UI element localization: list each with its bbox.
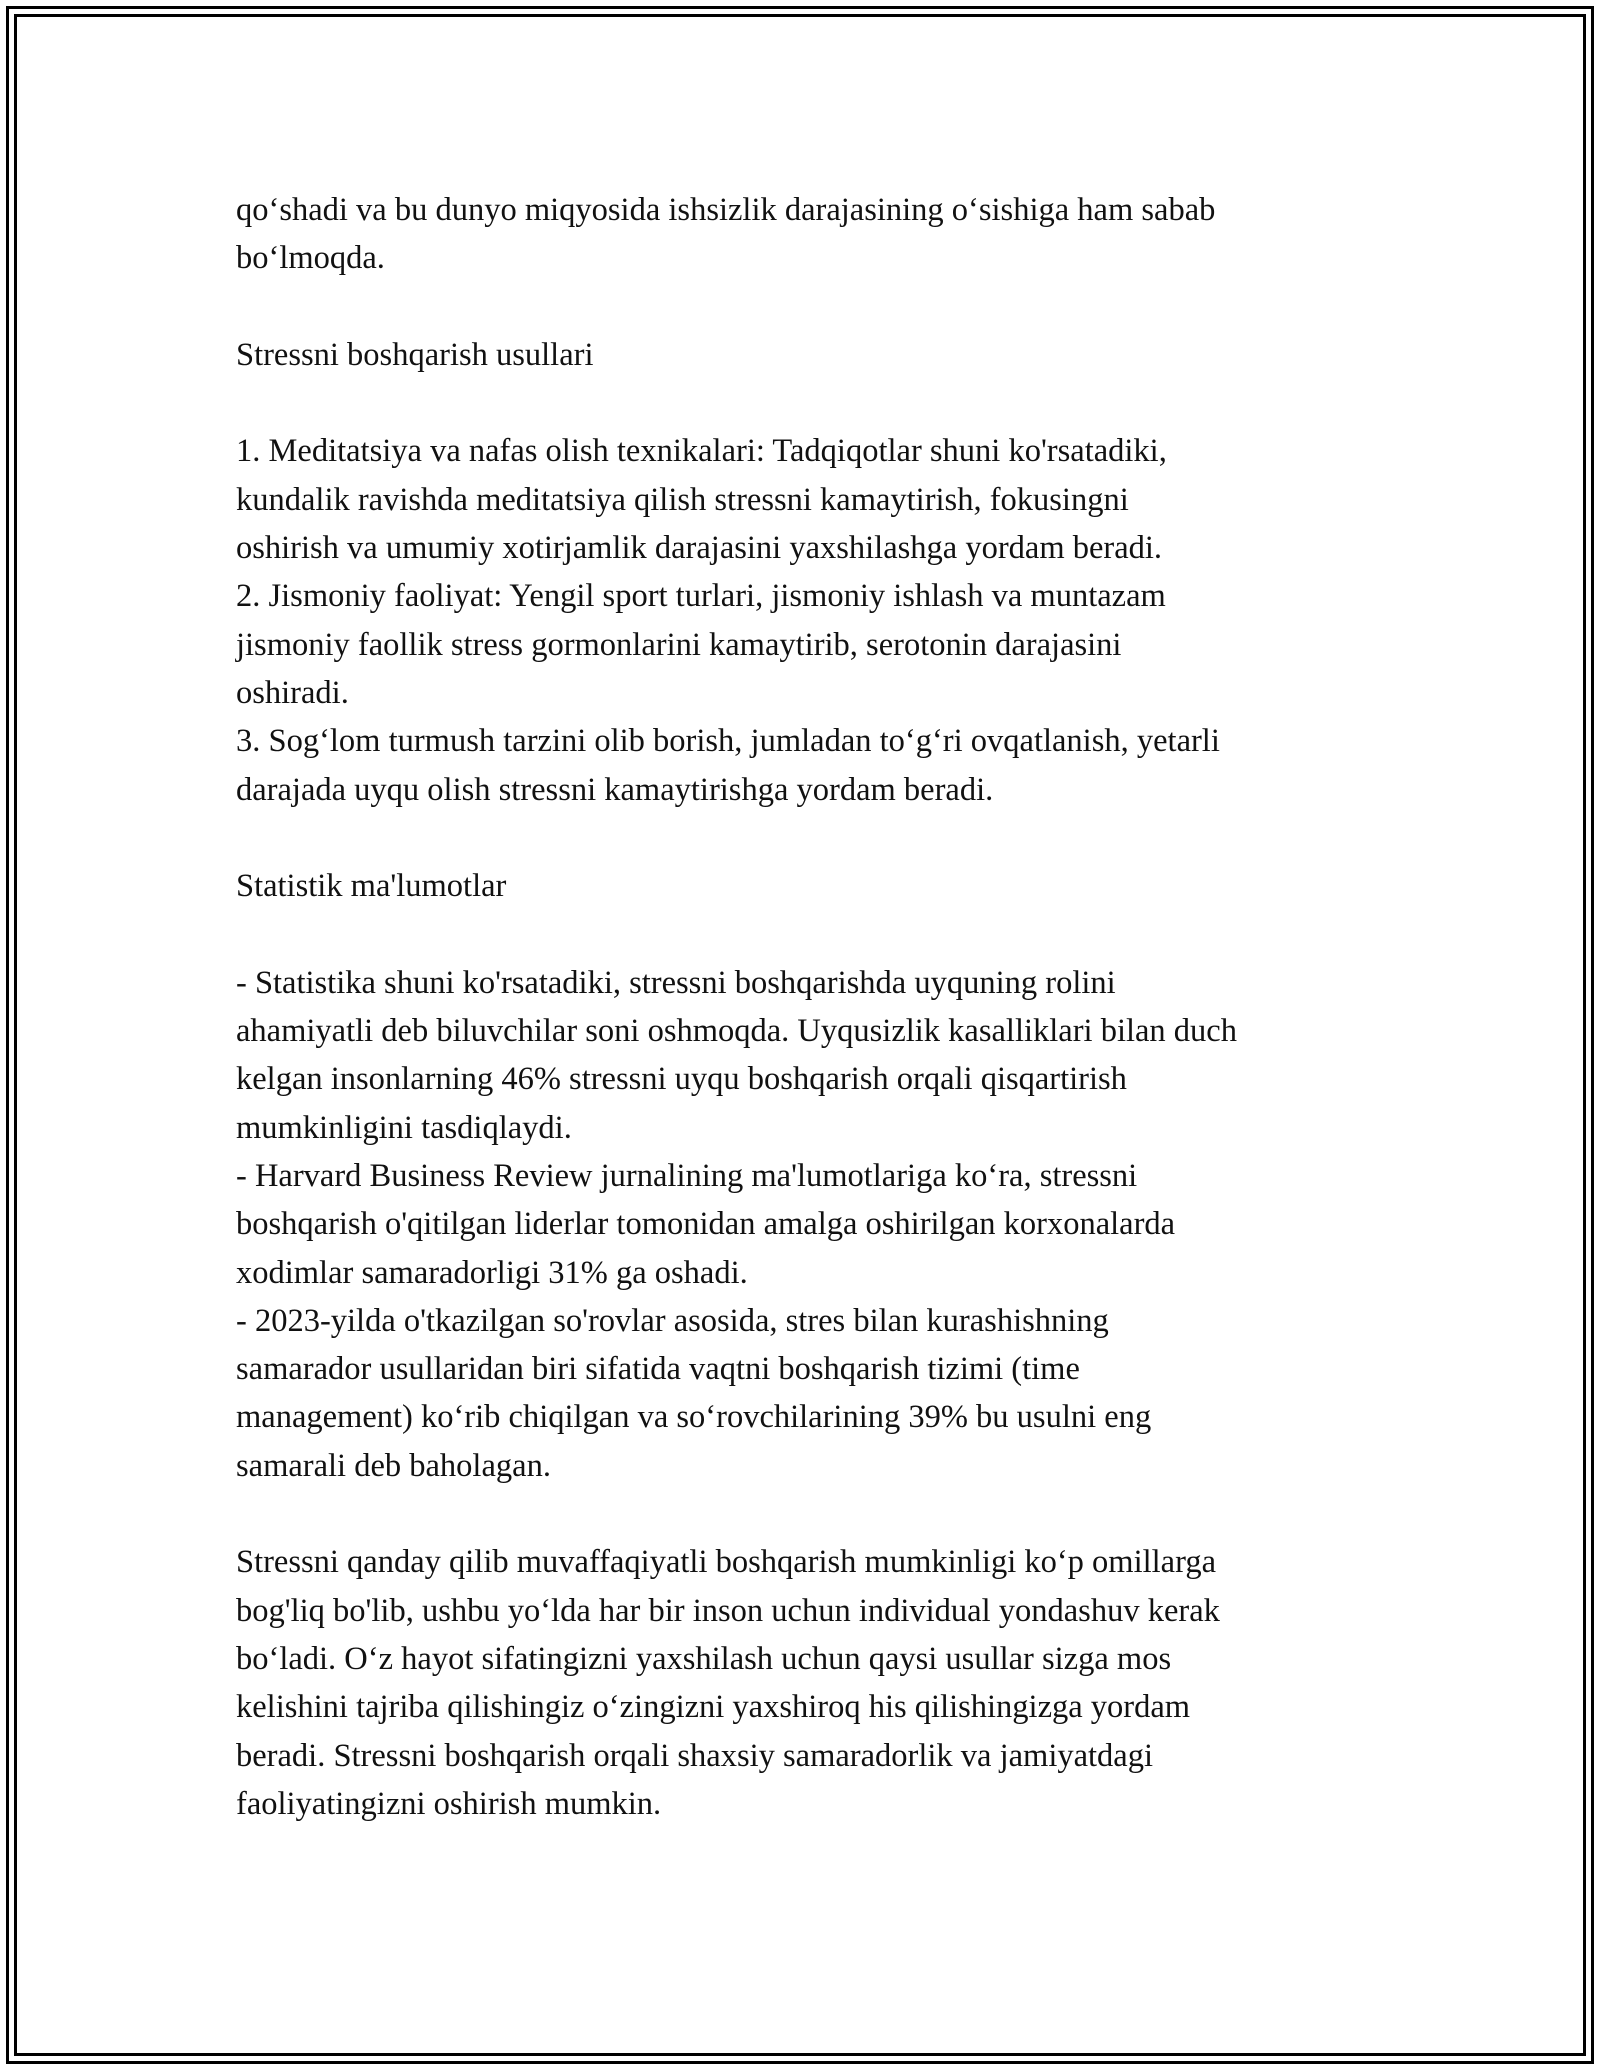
document-body (236, 186, 1386, 1828)
spacer (236, 1490, 1386, 1538)
stats-item-1: - Statistika shuni ko'rsatadiki, stressni boshqarishda uyquning rolini ahamiyatli deb biluvchilar soni oshmoqda. Uyqusizlik kasalliklari bilan duch kelgan insonlarning 46% stressni uyqu boshqarish orqali qisqartirish mumkinligini tasdiqlaydi. (236, 964, 1237, 1146)
spacer (236, 814, 1386, 862)
methods-item-2: 2. Jismoniy faoliyat: Yengil sport turlari, jismoniy ishlash va muntazam jismoniy faollik stress gormonlarini kamaytirib, serotonin darajasini oshiradi. (236, 578, 1166, 711)
section-heading-methods: Stressni boshqarish usullari (236, 336, 594, 373)
conclusion-paragraph: Stressni qanday qilib muvaffaqiyatli boshqarish mumkinligi ko‘p omillarga bog'liq bo'lib, ushbu yo‘lda har bir inson uchun individual yondashuv kerak bo‘ladi. O‘z hayot sifatingizni yaxshilash uchun qaysi usullar sizga mos kelishini tajriba qilishingiz o‘zingizni yaxshiroq his qilishingizga yordam beradi. Stressni boshqarish orqali shaxsiy samaradorlik va jamiyatdagi faoliyatingizni oshirish mumkin. (236, 1544, 1220, 1822)
spacer (236, 283, 1386, 331)
methods-item-3: 3. Sog‘lom turmush tarzini olib borish, jumladan to‘g‘ri ovqatlanish, yetarli darajada uyqu olish stressni kamaytirishga yordam beradi. (236, 723, 1220, 808)
intro-paragraph: qo‘shadi va bu dunyo miqyosida ishsizlik darajasining o‘sishiga ham sabab bo‘lmoqda. (236, 192, 1216, 277)
spacer (236, 910, 1386, 958)
spacer (236, 379, 1386, 427)
stats-item-3: - 2023-yilda o'tkazilgan so'rovlar asosida, stres bilan kurashishning samarador usullaridan biri sifatida vaqtni boshqarish tizimi (time management) ko‘rib chiqilgan va so‘rovchilarining 39% bu usulni eng samarali deb baholagan. (236, 1302, 1152, 1484)
section-heading-statistics: Statistik ma'lumotlar (236, 868, 507, 905)
methods-item-1: 1. Meditatsiya va nafas olish texnikalari: Tadqiqotlar shuni ko'rsatadiki, kundalik ravishda meditatsiya qilish stressni kamaytirish, fokusingni oshirish va umumiy xotirjamlik darajasini yaxshilashga yordam beradi. (236, 433, 1167, 567)
stats-item-2: - Harvard Business Review jurnalining ma'lumotlariga ko‘ra, stressni boshqarish o'qitilgan liderlar tomonidan amalga oshirilgan korxonalarda xodimlar samaradorligi 31% ga oshadi. (236, 1157, 1176, 1291)
